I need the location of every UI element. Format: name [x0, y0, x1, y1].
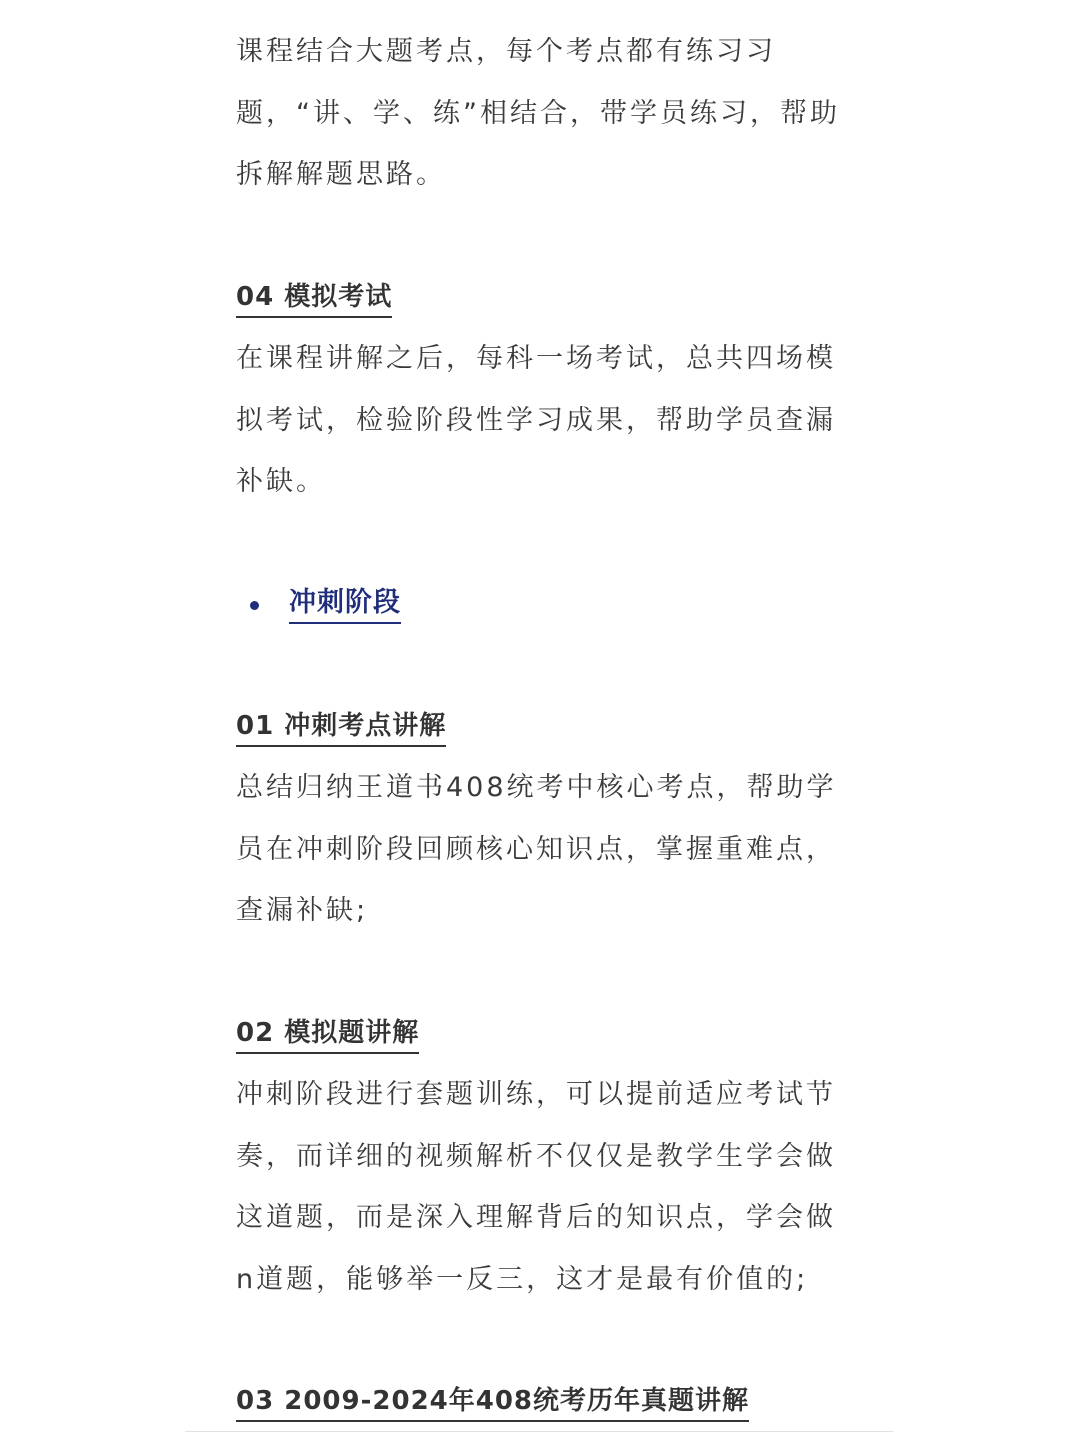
section-heading-sprint-keypoints: 01 冲刺考点讲解: [236, 709, 446, 747]
intro-paragraph: 课程结合大题考点，每个考点都有练习习题，“讲、学、练”相结合，带学员练习，帮助拆解解题思路。: [236, 36, 840, 190]
section-mock-exam-body: [236, 328, 856, 513]
stage-label-sprint: 冲刺阶段: [289, 586, 401, 624]
section-mock-exam: [236, 280, 856, 318]
section-heading-mock-exam: 04 模拟考试: [236, 280, 392, 318]
section-sprint-keypoints: [236, 709, 856, 747]
section-paragraph-mock-questions: 冲刺阶段进行套题训练，可以提前适应考试节奏，而详细的视频解析不仅仅是教学生学会做这道题，而是深入理解背后的知识点，学会做n道题，能够举一反三，这才是最有价值的;: [236, 1079, 836, 1295]
section-past-exams: [236, 1384, 856, 1422]
intro-section: [236, 21, 856, 206]
section-paragraph-mock-exam: 在课程讲解之后，每科一场考试，总共四场模拟考试，检验阶段性学习成果，帮助学员查漏补缺。: [236, 343, 836, 497]
section-mock-questions-body: [236, 1064, 856, 1310]
section-heading-mock-questions: 02 模拟题讲解: [236, 1016, 419, 1054]
section-sprint-keypoints-body: [236, 757, 856, 942]
bottom-divider: [185, 1431, 893, 1432]
section-mock-questions: [236, 1016, 856, 1054]
bullet-dot-icon: [250, 601, 259, 610]
section-paragraph-sprint-keypoints: 总结归纳王道书408统考中核心考点，帮助学员在冲刺阶段回顾核心知识点，掌握重难点，查漏补缺;: [236, 772, 837, 926]
section-heading-past-exams: 03 2009-2024年408统考历年真题讲解: [236, 1384, 749, 1422]
stage-bullet-sprint: [250, 586, 401, 624]
